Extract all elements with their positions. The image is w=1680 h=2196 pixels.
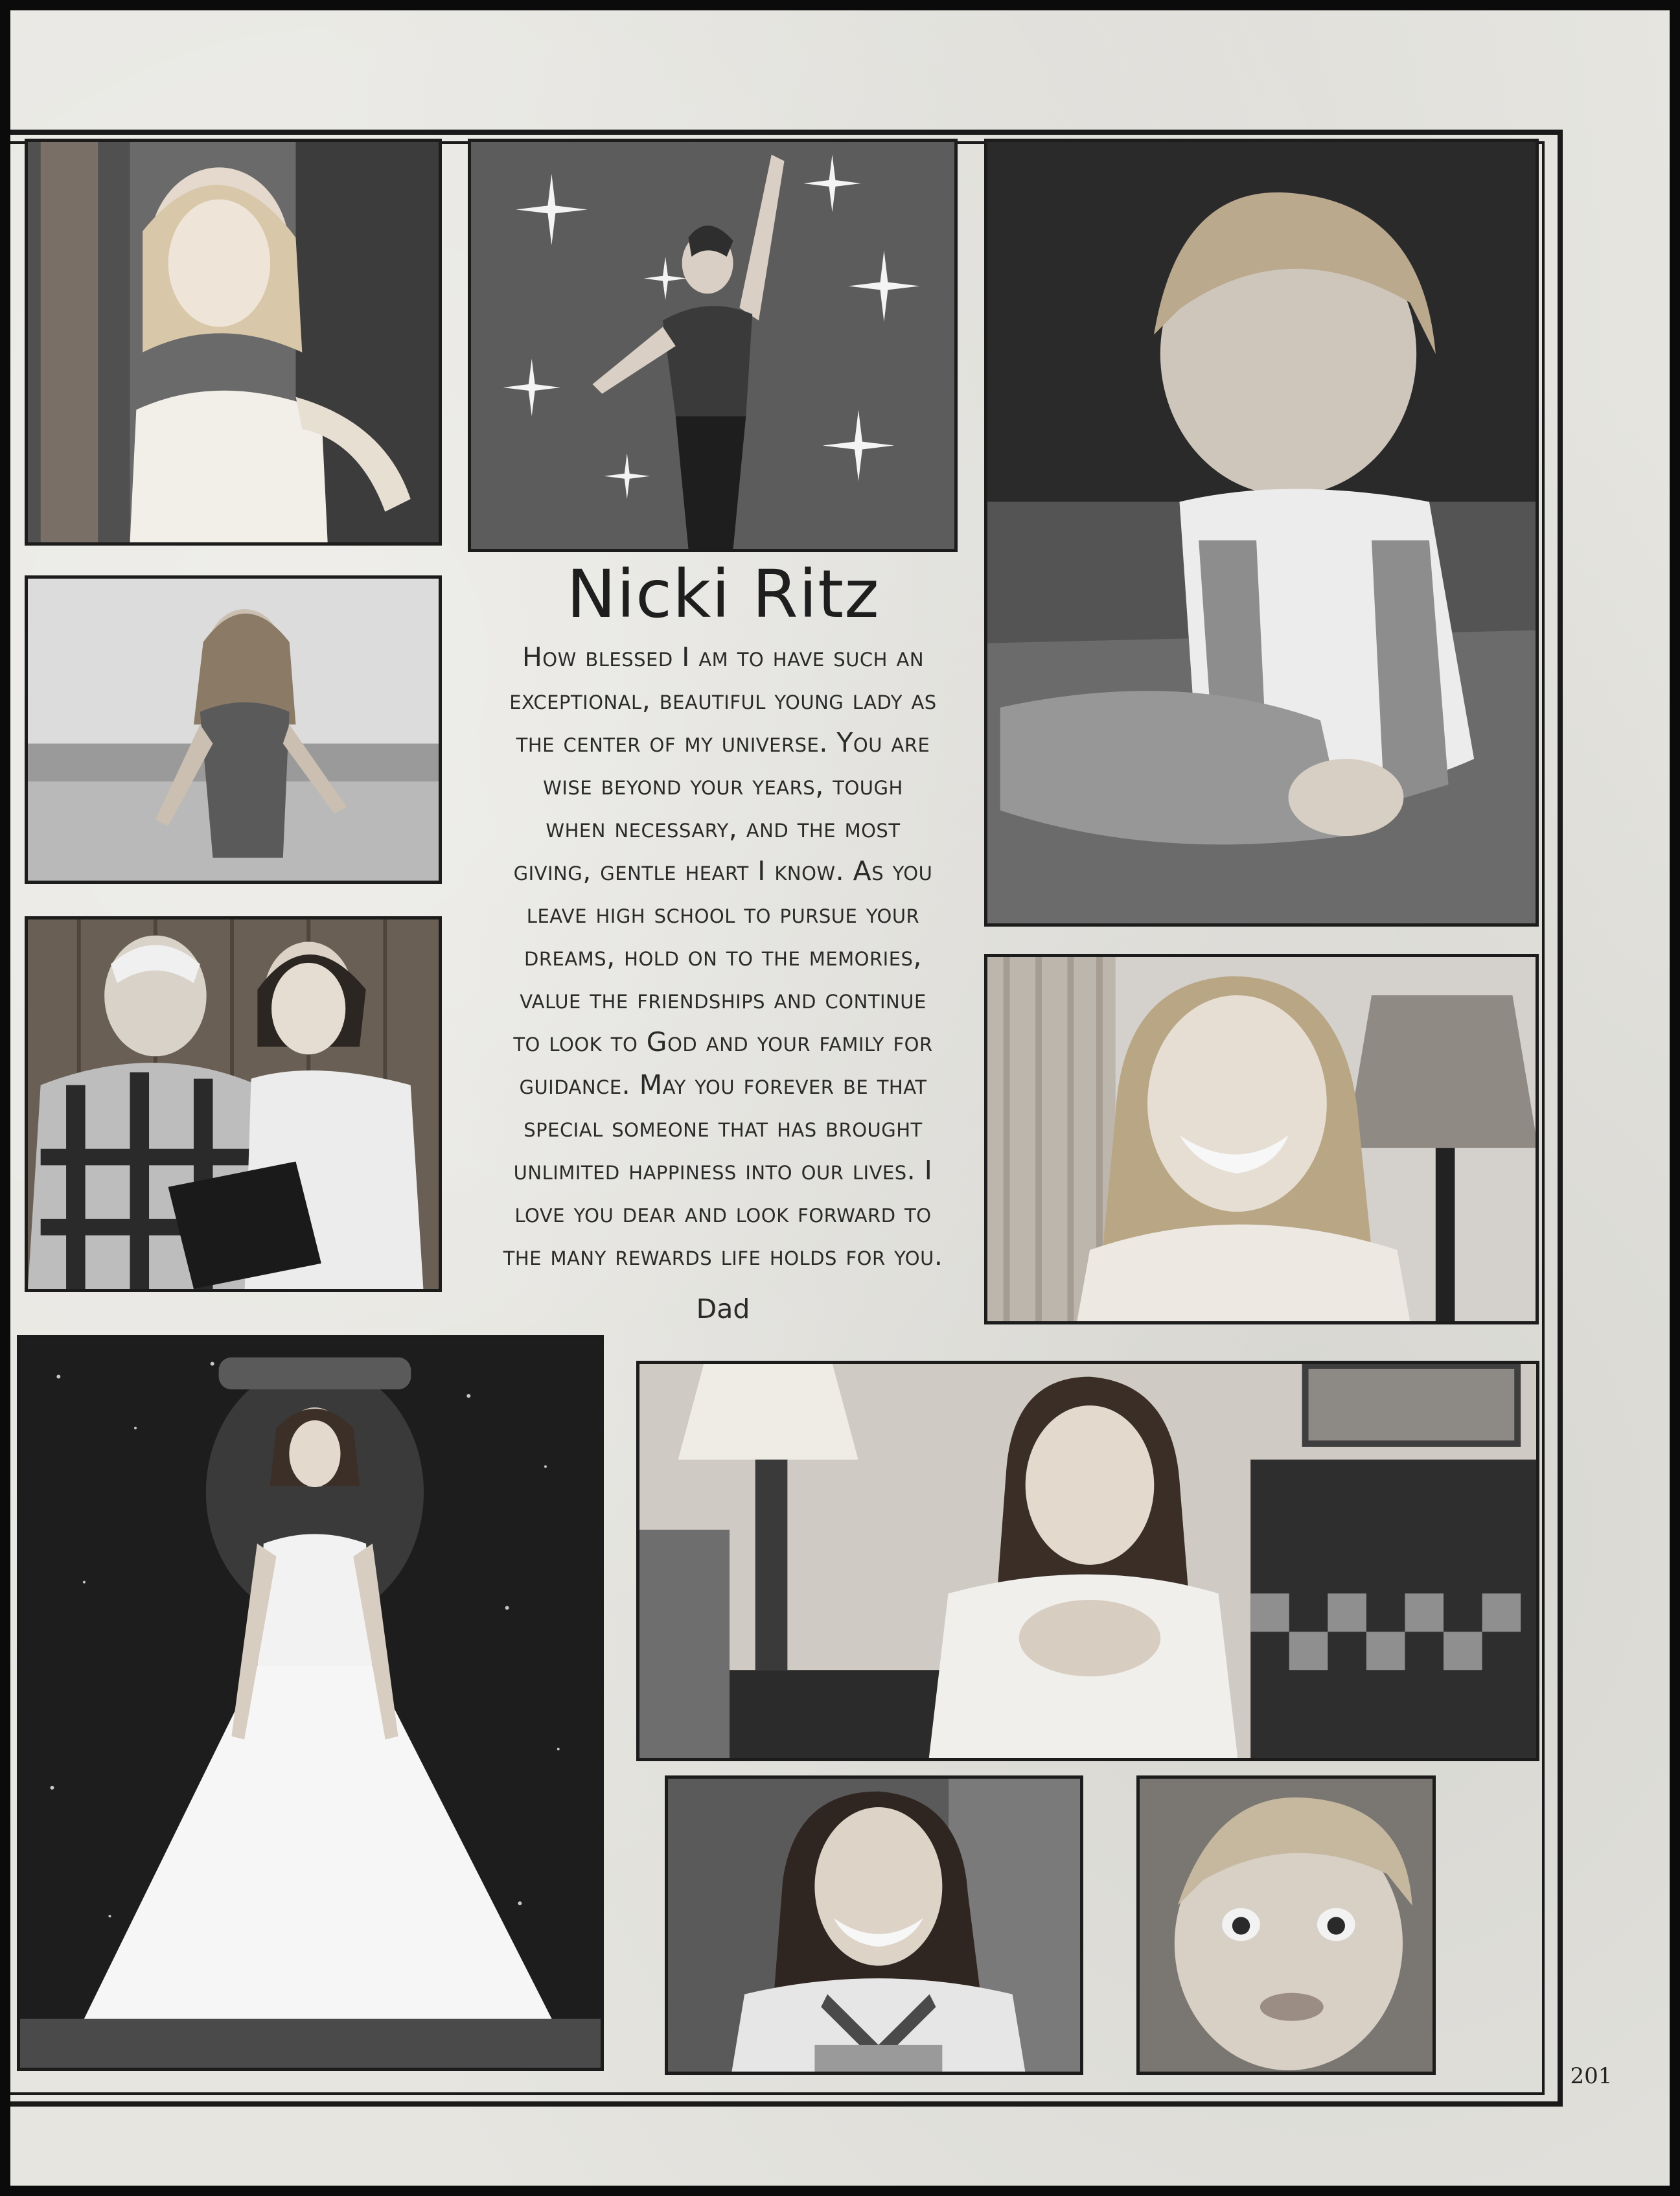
photo-toddler-icon (987, 142, 1536, 923)
photo-family-icon (28, 919, 439, 1289)
photo-bedroom-smile (636, 1361, 1539, 1761)
message-line: the many rewards life holds for you. (503, 1240, 943, 1271)
photo-formal-gown (17, 1335, 604, 2071)
photo-toddler-grass (984, 139, 1539, 927)
photo-cheer-icon (668, 1779, 1080, 2072)
photo-portrait-icon (987, 957, 1536, 1321)
photo-dancer-icon (471, 142, 954, 549)
message-line: when necessary, and the most (546, 813, 901, 844)
photo-beach-child (25, 575, 442, 884)
photo-cheerleader (665, 1775, 1083, 2075)
message-line: love you dear and look forward to (514, 1197, 932, 1229)
message-line: guidance. May you forever be that (519, 1069, 927, 1100)
message-line: dreams, hold on to the memories, (524, 941, 922, 972)
photo-room-icon (639, 1364, 1536, 1758)
tribute-message (457, 636, 989, 1277)
message-line: to look to God and your family for (513, 1026, 933, 1058)
message-line: leave high school to pursue your (526, 898, 920, 929)
page-number: 201 (1570, 2063, 1613, 2089)
message-line: unlimited happiness into our lives. I (513, 1155, 933, 1186)
photo-baby-icon (1140, 1779, 1433, 2072)
photo-portrait-palm (25, 139, 442, 546)
message-line: wise beyond your years, tough (543, 770, 903, 801)
page-title: Nicki Ritz (566, 556, 880, 633)
message-line: exceptional, beautiful young lady as (509, 684, 937, 715)
message-line: value the friendships and continue (520, 984, 926, 1015)
photo-gown-icon (20, 1338, 601, 2068)
message-line: the center of my universe. You are (516, 727, 930, 758)
photo-beach-icon (28, 579, 439, 881)
message-line: giving, gentle heart I know. As you (513, 855, 933, 886)
photo-baby-face (1136, 1775, 1436, 2075)
message-line: special someone that has brought (524, 1112, 923, 1143)
photo-portrait-icon (28, 142, 439, 542)
message-line: How blessed I am to have such an (522, 641, 925, 673)
photo-grandfather (25, 916, 442, 1292)
photo-dance-sparkle (468, 139, 958, 552)
photo-smiling-lamp (984, 954, 1539, 1324)
yearbook-page (10, 10, 1670, 2186)
signature: Dad (696, 1293, 750, 1324)
